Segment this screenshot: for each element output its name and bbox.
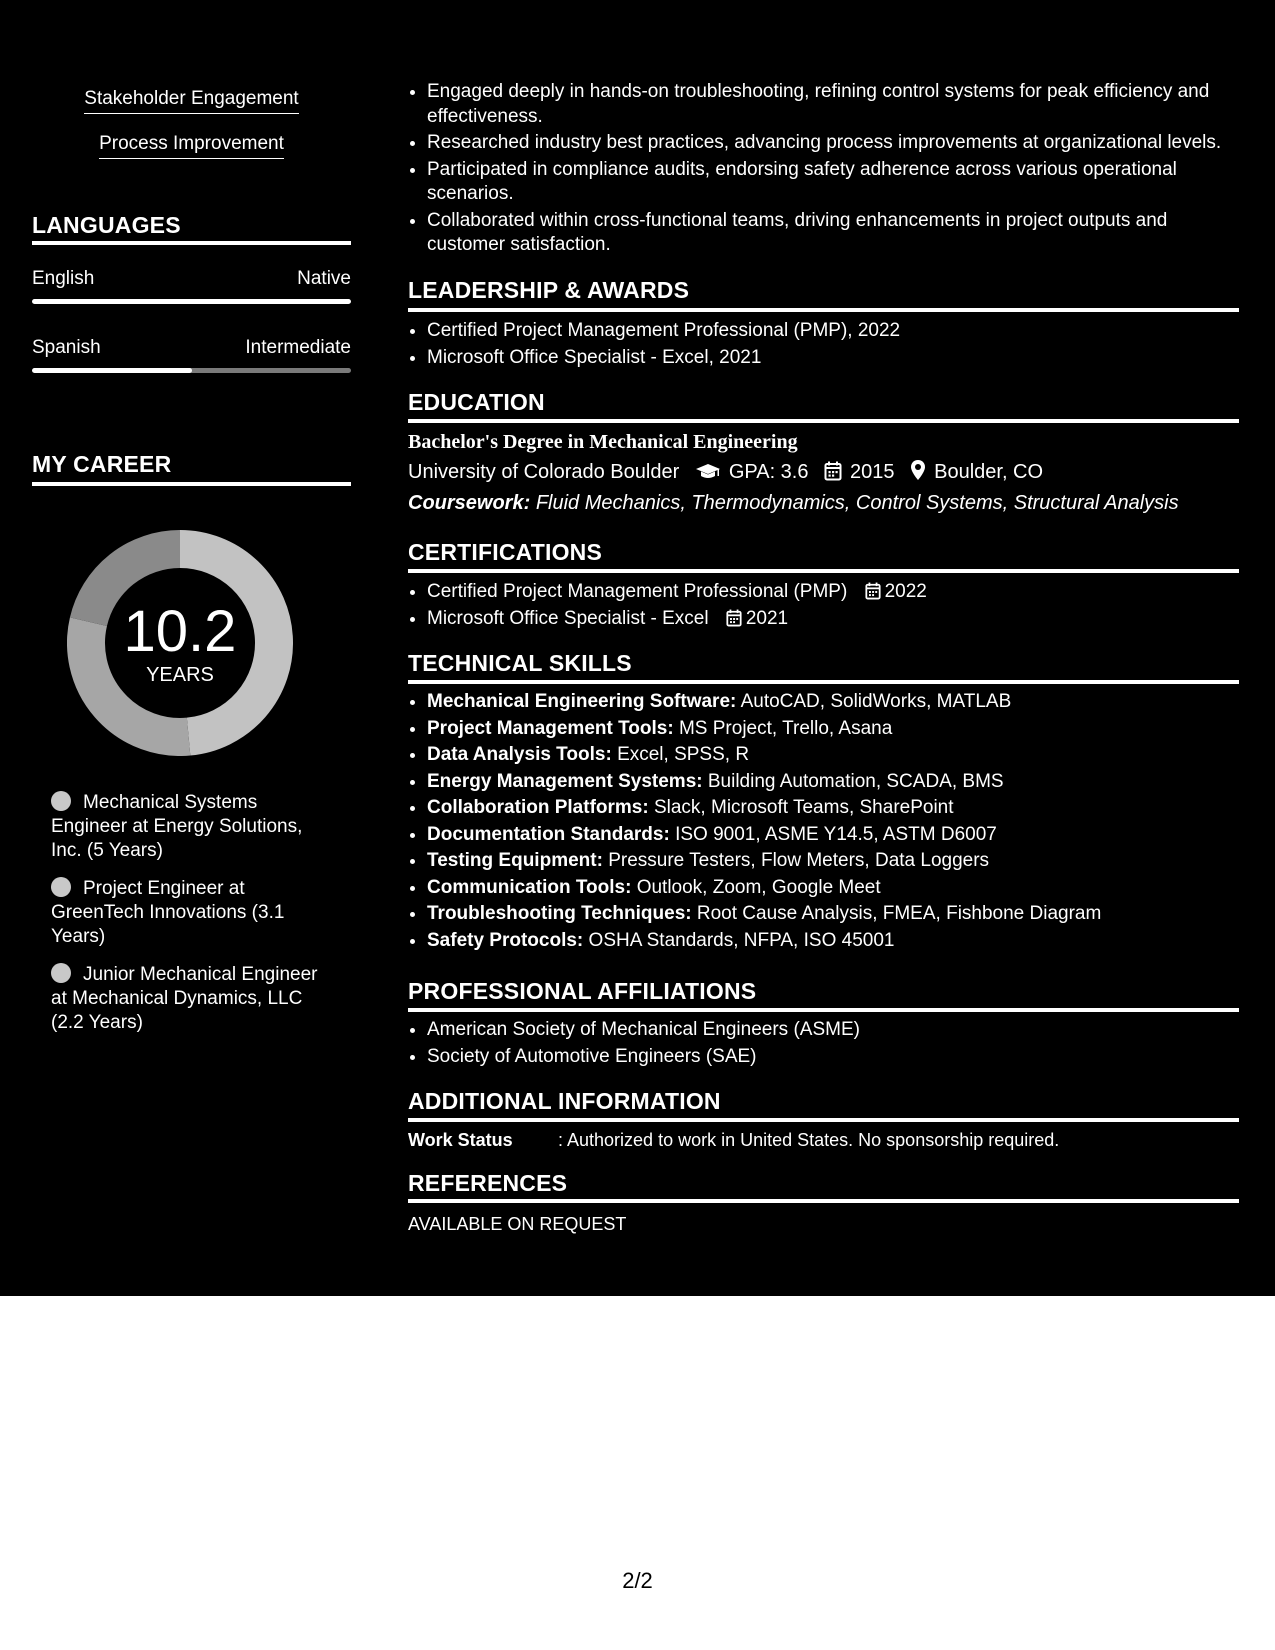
career-item	[51, 963, 321, 1035]
calendar-icon	[824, 461, 842, 489]
leadership-rule	[408, 308, 1239, 312]
education-gpa: GPA: 3.6	[728, 461, 809, 483]
skill-label: Safety Protocols:	[427, 929, 584, 951]
skill-tag-label: Stakeholder Engagement	[84, 86, 298, 114]
certification-date	[726, 607, 788, 632]
education-location: Boulder, CO	[934, 461, 1044, 483]
page-number: 2/2	[622, 1568, 653, 1593]
language-level: Intermediate	[245, 337, 351, 358]
technical-skills-heading: TECHNICAL SKILLS	[408, 650, 632, 676]
technical-skill-item	[427, 876, 1239, 901]
coursework-text: Fluid Mechanics, Thermodynamics, Control Systems, Structural Analysis	[535, 492, 1179, 514]
additional-info-rule	[408, 1118, 1239, 1122]
graduation-cap-icon	[695, 461, 721, 489]
work-status-value: : Authorized to work in United States. No sponsorship required.	[558, 1130, 1060, 1150]
skill-label: Energy Management Systems:	[427, 770, 703, 792]
career-rule	[32, 482, 351, 486]
language-bar-fill	[32, 299, 351, 304]
work-status-label: Work Status	[408, 1130, 513, 1150]
calendar-icon	[726, 609, 742, 627]
language-bar	[32, 368, 351, 373]
education-school: University of Colorado Boulder	[408, 461, 680, 483]
language-row	[32, 267, 351, 291]
education-rule	[408, 419, 1239, 423]
technical-skills-list	[408, 690, 1239, 955]
skill-value: Slack, Microsoft Teams, SharePoint	[653, 797, 954, 818]
certifications-rule	[408, 569, 1239, 573]
certification-item	[427, 580, 1239, 605]
skill-tag-label: Process Improvement	[99, 131, 284, 159]
career-bullet-icon	[51, 791, 71, 811]
career-item-text: Junior Mechanical Engineer at Mechanical Dynamics, LLC (2.2 Years)	[51, 964, 318, 1033]
leadership-list	[408, 319, 1239, 372]
skill-value: AutoCAD, SolidWorks, MATLAB	[740, 691, 1012, 712]
skill-label: Collaboration Platforms:	[427, 797, 649, 818]
certification-year: 2022	[884, 581, 927, 602]
language-bar-fill	[32, 368, 192, 373]
additional-info-heading: ADDITIONAL INFORMATION	[408, 1088, 721, 1114]
technical-skill-item	[427, 902, 1239, 927]
skill-label: Troubleshooting Techniques:	[427, 903, 692, 924]
technical-skill-item	[427, 796, 1239, 821]
experience-bullet: • Participated in compliance audits, endorsing safety adherence across various operational scenarios.	[427, 158, 1239, 207]
technical-skill-item	[427, 690, 1239, 715]
skill-tag	[32, 131, 351, 159]
skill-value: OSHA Standards, NFPA, ISO 45001	[588, 929, 895, 951]
calendar-icon	[865, 582, 881, 600]
language-name: Spanish	[32, 337, 101, 358]
education-coursework	[408, 489, 1179, 517]
leadership-item: • Microsoft Office Specialist - Excel, 2021	[427, 346, 1239, 371]
career-total-value: 10.2	[123, 599, 237, 664]
affiliations-rule	[408, 1008, 1239, 1012]
career-total-unit: YEARS	[146, 664, 214, 686]
technical-skills-rule	[408, 680, 1239, 684]
experience-bullets	[408, 80, 1239, 260]
certification-date	[865, 580, 927, 605]
skill-label: Testing Equipment:	[427, 850, 603, 871]
skill-label: Project Management Tools:	[427, 717, 674, 739]
affiliation-item: • Society of Automotive Engineers (SAE)	[427, 1045, 1239, 1070]
affiliations-heading: PROFESSIONAL AFFILIATIONS	[408, 978, 757, 1004]
references-heading: REFERENCES	[408, 1170, 568, 1196]
skill-value: Excel, SPSS, R	[617, 744, 750, 765]
coursework-label: Coursework:	[408, 492, 531, 514]
language-level: Native	[297, 268, 351, 289]
certification-year: 2021	[745, 607, 789, 629]
skill-label: Mechanical Engineering Software:	[427, 691, 737, 712]
experience-bullet: • Collaborated within cross-functional teams, driving enhancements in project outputs and customer satisfaction.	[427, 209, 1239, 258]
language-name: English	[32, 268, 95, 289]
career-donut-chart	[67, 530, 293, 756]
career-bullet-icon	[51, 963, 71, 983]
education-degree: Bachelor's Degree in Mechanical Engineering	[408, 431, 798, 453]
leadership-heading: LEADERSHIP & AWARDS	[408, 277, 690, 303]
languages-rule	[32, 241, 351, 245]
technical-skill-item	[427, 929, 1239, 954]
education-details	[408, 458, 1043, 489]
skill-value: Pressure Testers, Flow Meters, Data Loggers	[608, 850, 990, 871]
skill-value: Building Automation, SCADA, BMS	[707, 770, 1004, 792]
career-item-text: Mechanical Systems Engineer at Energy Solutions, Inc. (5 Years)	[51, 792, 303, 861]
languages-heading: LANGUAGES	[32, 212, 181, 238]
education-year: 2015	[850, 461, 895, 483]
education-heading: EDUCATION	[408, 389, 545, 415]
work-status-row	[408, 1128, 1239, 1152]
career-heading: MY CAREER	[32, 451, 172, 477]
career-item	[51, 791, 321, 863]
location-pin-icon	[910, 459, 926, 489]
language-bar	[32, 299, 351, 304]
experience-bullet: • Researched industry best practices, advancing process improvements at organizational levels.	[427, 131, 1239, 156]
technical-skill-item	[427, 743, 1239, 768]
skill-value: Root Cause Analysis, FMEA, Fishbone Diagram	[696, 903, 1102, 924]
technical-skill-item	[427, 717, 1239, 742]
certification-item	[427, 607, 1239, 632]
technical-skill-item	[427, 823, 1239, 848]
skill-value: ISO 9001, ASME Y14.5, ASTM D6007	[675, 823, 997, 845]
skill-tag	[32, 86, 351, 114]
references-rule	[408, 1199, 1239, 1203]
skill-label: Documentation Standards:	[427, 823, 670, 845]
affiliation-item: • American Society of Mechanical Engineers (ASME)	[427, 1018, 1239, 1043]
language-row	[32, 336, 351, 360]
certifications-list	[408, 580, 1239, 633]
skill-label: Communication Tools:	[427, 876, 632, 898]
certification-name: Certified Project Management Professional (PMP)	[427, 581, 848, 602]
experience-bullet: • Engaged deeply in hands-on troubleshooting, refining control systems for peak efficiency and effectiveness.	[427, 80, 1239, 129]
technical-skill-item	[427, 770, 1239, 795]
certifications-heading: CERTIFICATIONS	[408, 539, 603, 565]
leadership-item: • Certified Project Management Professional (PMP), 2022	[427, 319, 1239, 344]
skill-value: MS Project, Trello, Asana	[678, 717, 893, 739]
career-item	[51, 877, 321, 949]
career-bullet-icon	[51, 877, 71, 897]
certification-name: Microsoft Office Specialist - Excel	[427, 607, 709, 629]
affiliations-list	[408, 1018, 1239, 1071]
references-text: AVAILABLE ON REQUEST	[408, 1214, 627, 1234]
skill-value: Outlook, Zoom, Google Meet	[636, 876, 881, 898]
technical-skill-item	[427, 849, 1239, 874]
skill-label: Data Analysis Tools:	[427, 744, 612, 765]
career-item-text: Project Engineer at GreenTech Innovations (3.1 Years)	[51, 878, 285, 947]
